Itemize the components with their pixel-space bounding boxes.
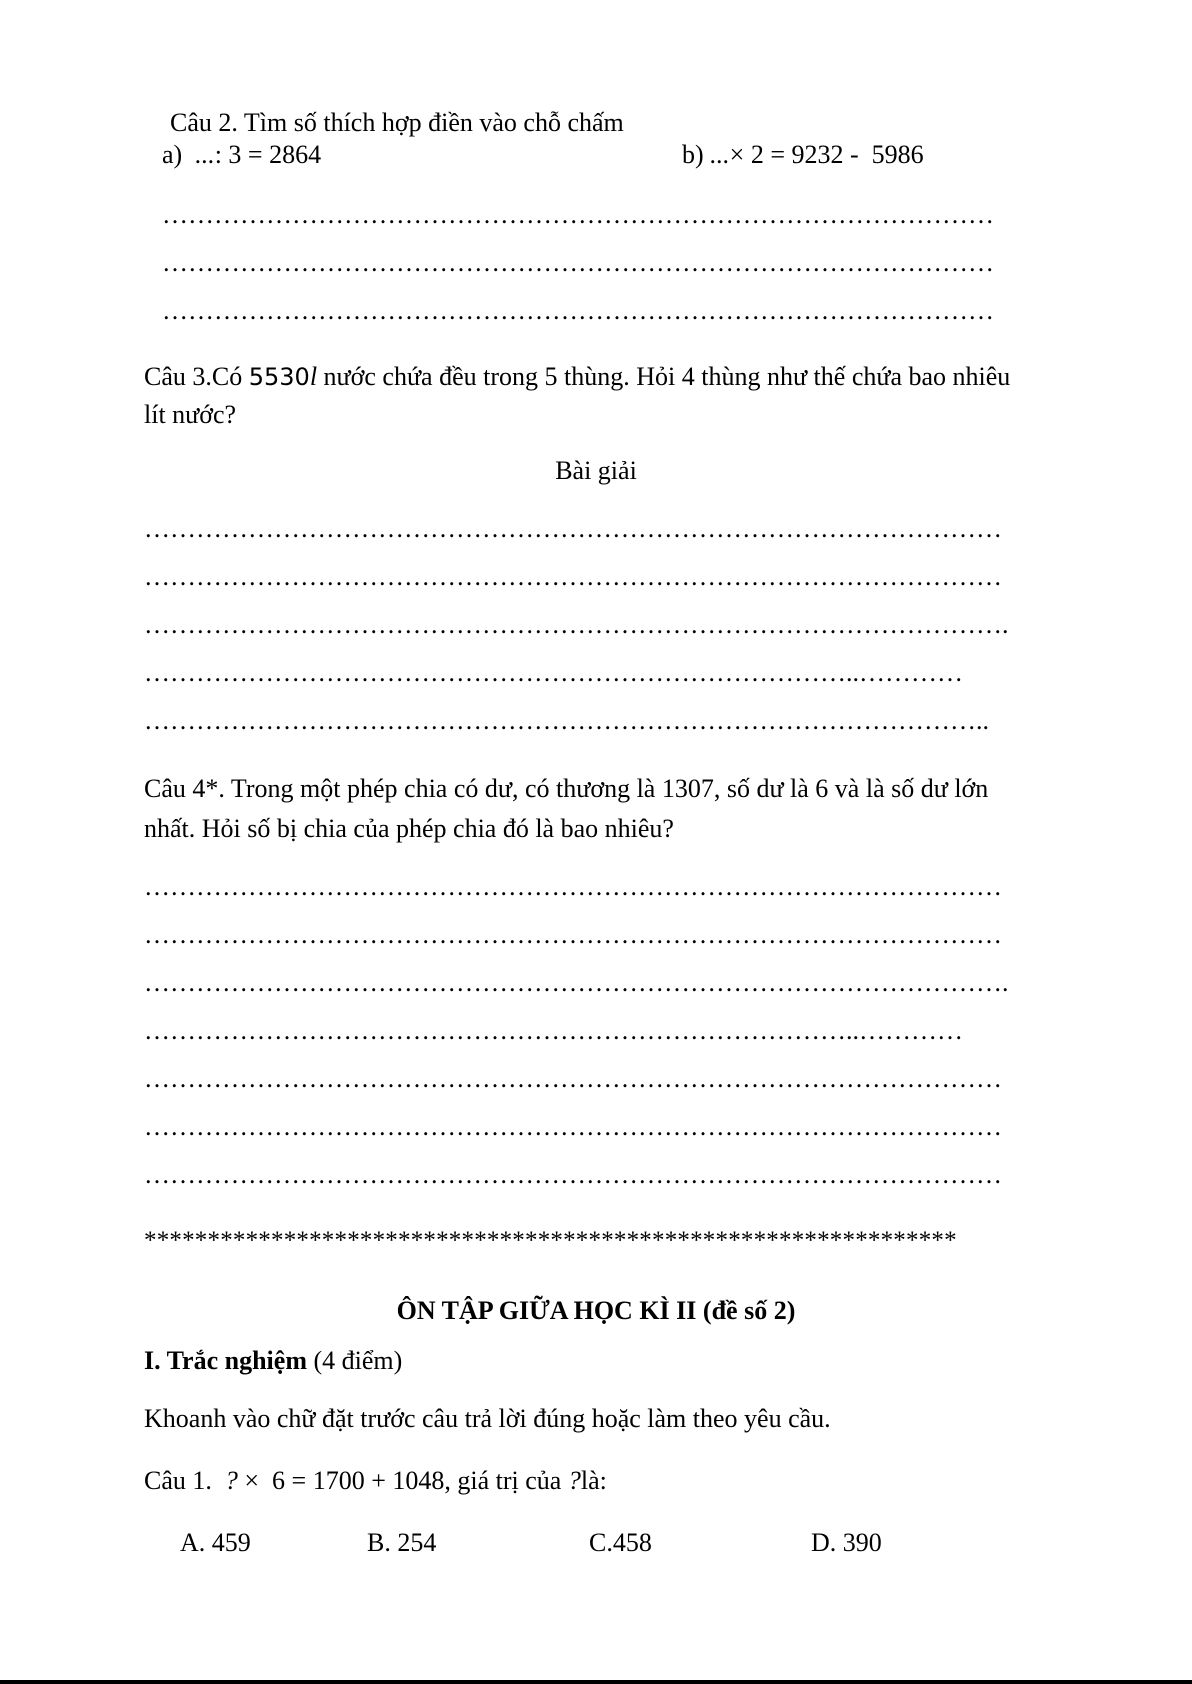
cau2-answer-line: …………………………………………………………………………………… [162,248,994,277]
cau2-part-b [682,142,924,168]
cau4-answer-line: ………………………………………………………………………..………… [144,1016,963,1045]
part1-instruction: Khoanh vào chữ đặt trước câu trả lời đúng hoặc làm theo yêu cầu. [144,1404,831,1433]
answer-option-d[interactable]: D. 390 [811,1528,882,1557]
cau4-answer-line: ……………………………………………………………………………………… [144,872,1002,901]
section2-title: ÔN TẬP GIỮA HỌC KÌ II (đề số 2) [396,1296,796,1325]
part1-heading-points: (4 điểm) [306,1346,403,1375]
cau2-b-dots: ... [710,140,730,169]
answer-option-a[interactable]: A. 459 [180,1528,251,1557]
cau4-question-line2: nhất. Hỏi số bị chia của phép chia đó là bao nhiêu? [144,814,674,843]
q1-equation: × 6 = 1700 + 1048, giá trị của [237,1466,568,1495]
cau3-question-line1 [144,364,1010,390]
cau2-a-dots: ... [195,140,215,169]
cau2-answer-line: …………………………………………………………………………………… [162,200,994,229]
cau3-text: nước chứa đều trong 5 thùng. Hỏi 4 thùng như thế chứa bao nhiêu [317,362,1011,391]
cau2-a-label: a) [162,140,183,169]
cau3-solution-heading: Bài giải [555,456,637,485]
section-separator: **************************************************************** [144,1227,957,1254]
cau4-answer-line: ……………………………………………………………………………………… [144,1064,1002,1093]
cau4-answer-line: ………………………………………………………………………………………. [144,968,1009,997]
cau3-number: 5530 [248,363,310,391]
part1-heading-bold: I. Trắc nghiệm [144,1346,307,1375]
q1-prefix: Câu 1. [144,1466,225,1495]
answer-option-b[interactable]: B. 254 [367,1528,437,1557]
cau3-answer-line: ………………………………………………………………………..………… [144,658,963,687]
q1-unknown-symbol: ? [567,1466,581,1495]
cau2-b-label: b) [682,140,704,169]
q1-suffix: là: [580,1466,607,1495]
cau4-answer-line: ……………………………………………………………………………………… [144,920,1002,949]
q1-unknown-symbol: ? [224,1466,238,1495]
cau2-part-a [162,142,321,168]
cau2-b-equation: × 2 = 9232 - 5986 [729,140,924,169]
cau4-answer-line: ……………………………………………………………………………………… [144,1112,1002,1141]
part1-heading [144,1348,402,1374]
cau3-question-line2: lít nước? [144,400,237,429]
cau4-answer-line: ……………………………………………………………………………………… [144,1160,1002,1189]
cau2-answer-line: …………………………………………………………………………………… [162,296,994,325]
question1 [144,1468,607,1494]
cau3-prefix: Câu 3.Có [144,362,249,391]
page-bottom-edge [0,1680,1192,1684]
cau3-unit: l [309,362,318,391]
cau4-question-line1: Câu 4*. Trong một phép chia có dư, có thương là 1307, số dư là 6 và là số dư lớn [144,774,989,803]
answer-option-c[interactable]: C.458 [589,1528,652,1557]
cau3-answer-line: ………………………………………………………………………………………. [144,610,1009,639]
cau3-answer-line: ……………………………………………………………………………………… [144,514,1002,543]
cau2-a-equation: : 3 = 2864 [214,140,322,169]
cau3-answer-line: …………………………………………………………………………………….. [144,706,989,735]
cau2-title-text: Câu 2. Tìm số thích hợp điền vào chỗ chấm [170,108,624,137]
cau3-answer-line: ……………………………………………………………………………………… [144,562,1002,591]
